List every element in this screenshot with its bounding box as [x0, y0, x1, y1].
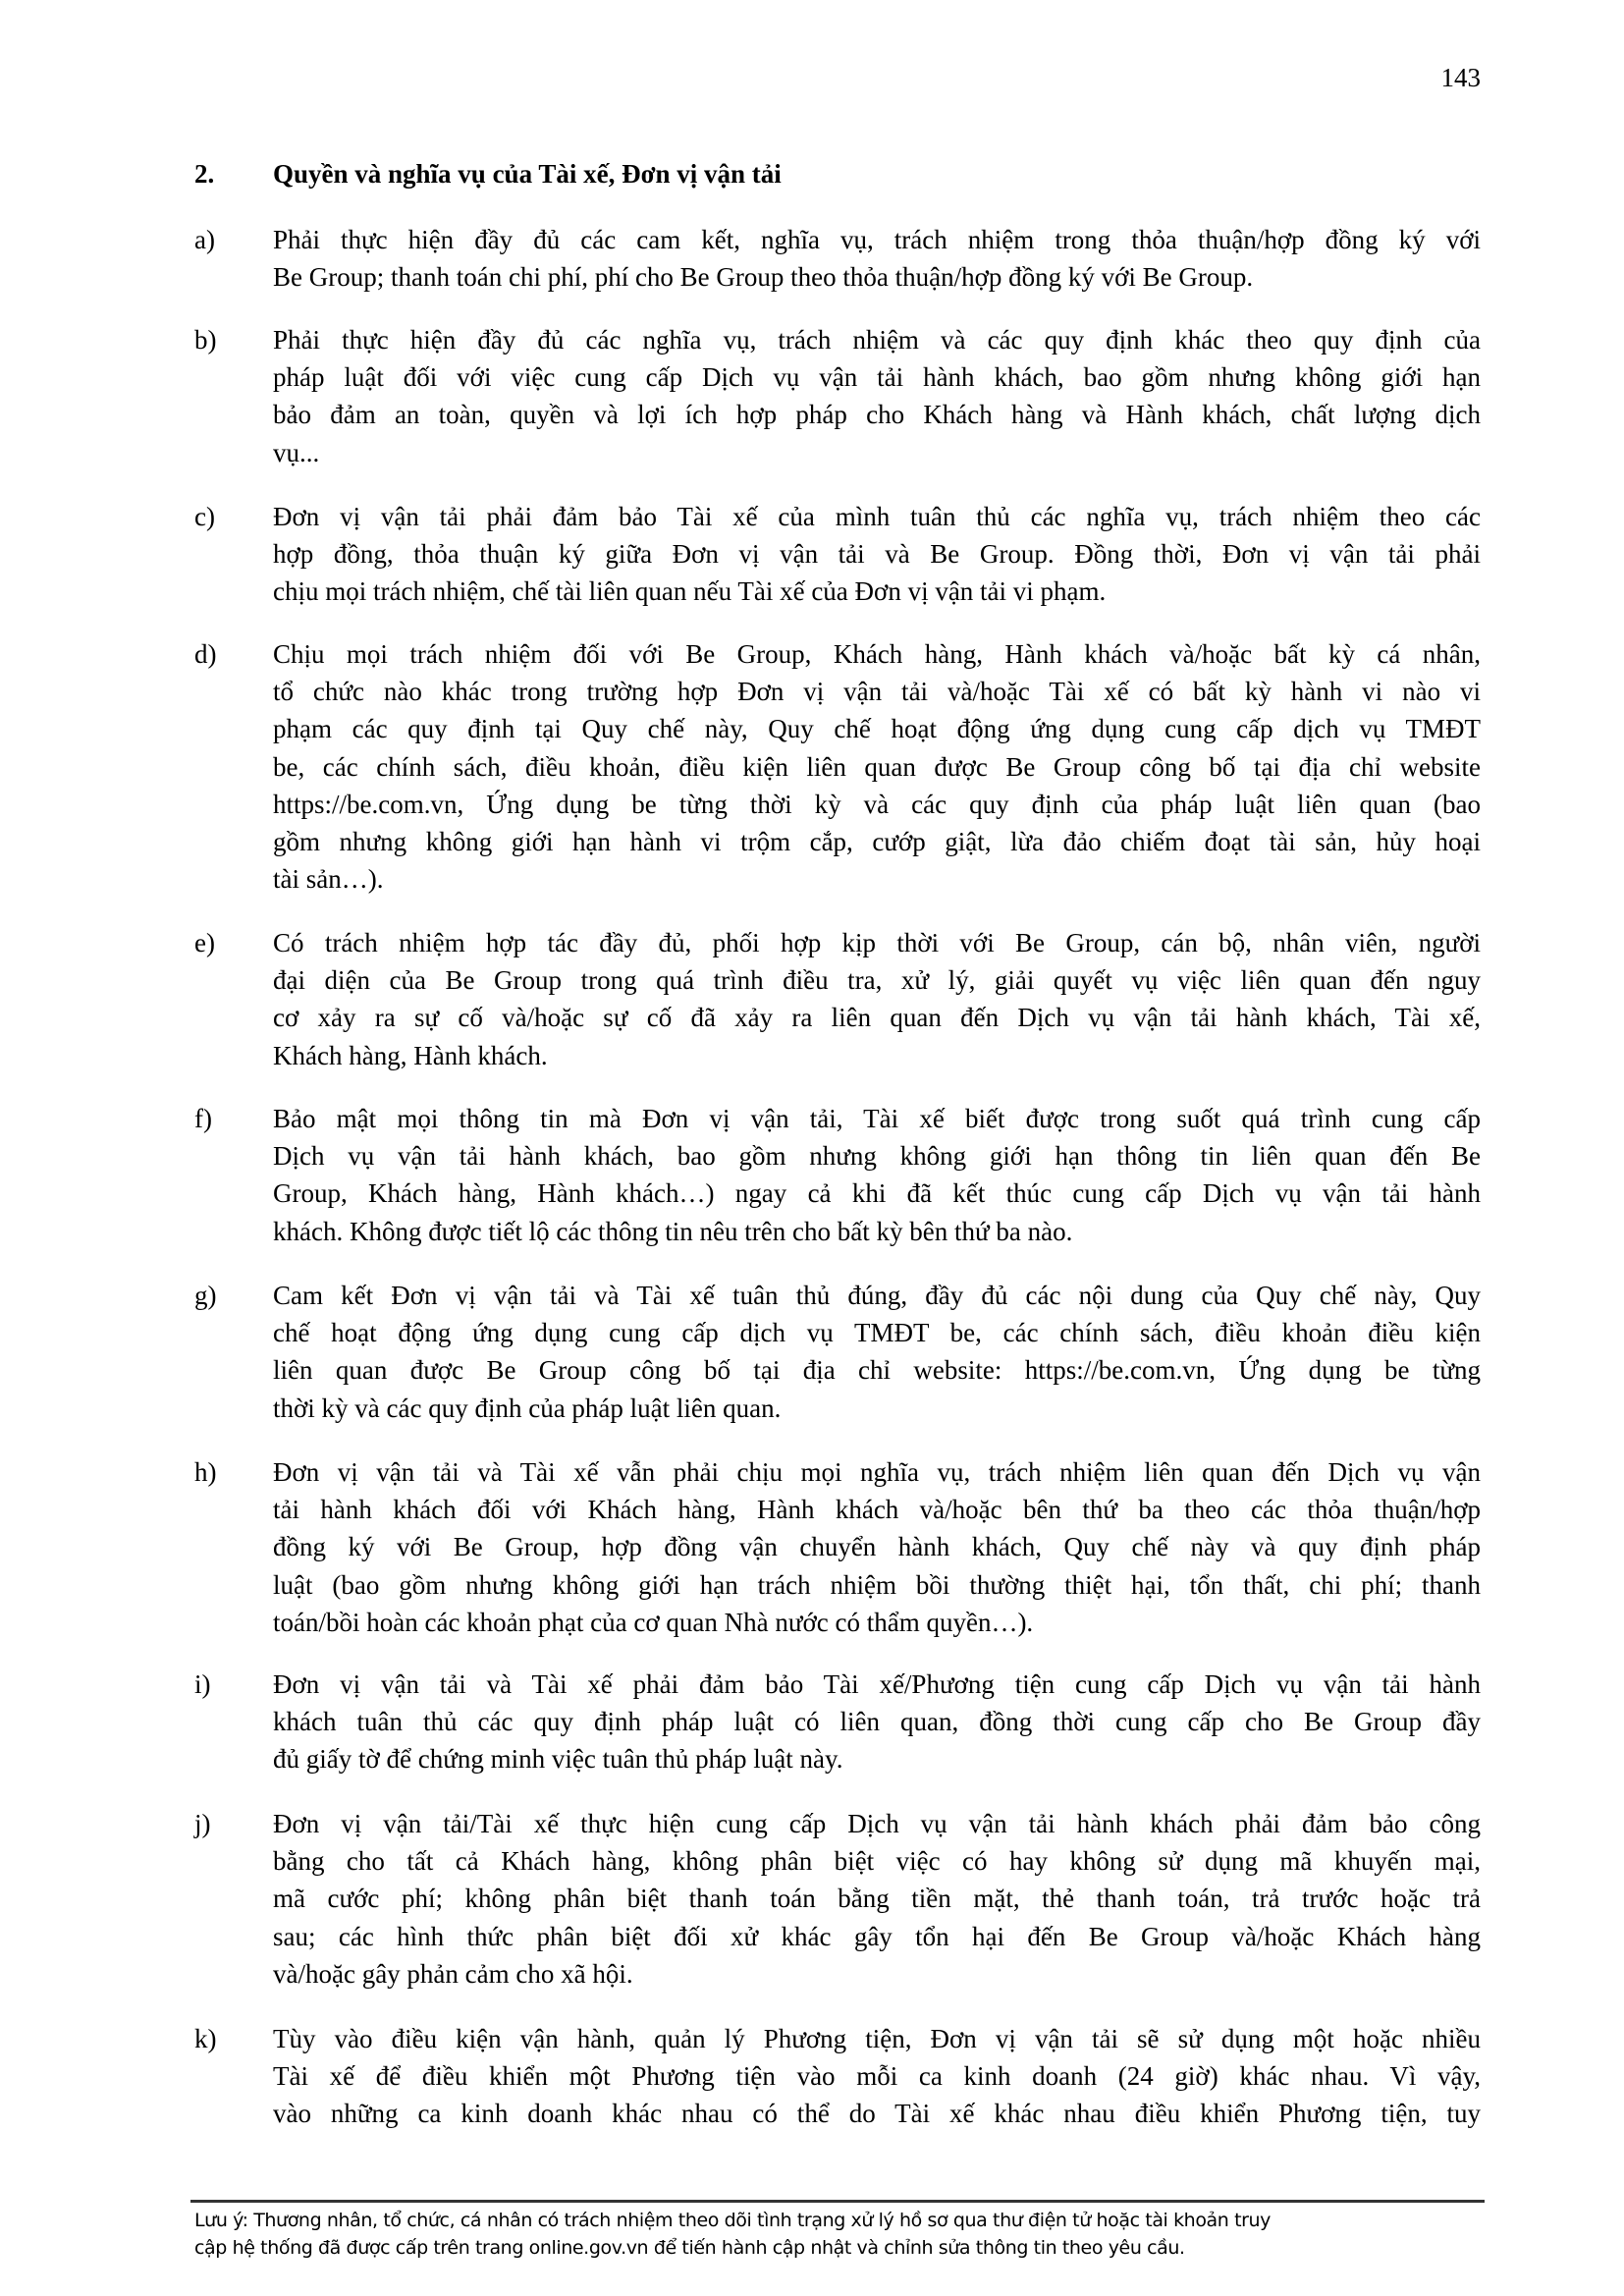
footnote [194, 2207, 1490, 2262]
clause-label: k) [194, 2024, 217, 2053]
text-line: chịu mọi trách nhiệm, chế tài liên quan nếu Tài xế của Đơn vị vận tải vi phạm. [273, 576, 1107, 607]
text-line: Cam kết Đơn vị vận tải và Tài xế tuân thủ đúng, đầy đủ các nội dung của Quy chế này, Quy [273, 1281, 1481, 1310]
text-line: Group, Khách hàng, Hành khách…) ngay cả khi đã kết thúc cung cấp Dịch vụ vận tải hành [273, 1178, 1481, 1209]
text-line: sau; các hình thức phân biệt đối xử khác gây tổn hại đến Be Group và/hoặc Khách hàng [273, 1921, 1481, 1951]
clause-text [273, 635, 1481, 898]
clause-text [273, 1805, 1481, 1993]
clause-label: c) [194, 502, 215, 531]
text-line: Chịu mọi trách nhiệm đối với Be Group, Khách hàng, Hành khách và/hoặc bất kỳ cá nhân, [273, 639, 1481, 669]
clause-label: h) [194, 1457, 217, 1487]
text-line: Khách hàng, Hành khách. [273, 1040, 548, 1070]
text-line: Đơn vị vận tải phải đảm bảo Tài xế của mình tuân thủ các nghĩa vụ, trách nhiệm theo các [273, 502, 1481, 531]
clause-label: e) [194, 928, 215, 957]
text-line: đại diện của Be Group trong quá trình điều tra, xử lý, giải quyết vụ việc liên quan đến nguy [273, 965, 1481, 996]
text-line: thời kỳ và các quy định của pháp luật liên quan. [273, 1393, 782, 1423]
text-line: Bảo mật mọi thông tin mà Đơn vị vận tải, Tài xế biết được trong suốt quá trình cung cấp [273, 1104, 1481, 1133]
text-line: hợp đồng, thỏa thuận ký giữa Đơn vị vận tải và Be Group. Đồng thời, Đơn vị vận tải phải [273, 539, 1481, 570]
text-line: Đơn vị vận tải và Tài xế vẫn phải chịu mọi nghĩa vụ, trách nhiệm liên quan đến Dịch vụ vận [273, 1457, 1481, 1487]
clause-text [273, 924, 1481, 1074]
text-line: tài sản…). [273, 864, 384, 895]
text-line: vụ... [273, 437, 320, 467]
clause-label: f) [194, 1104, 212, 1133]
text-line: tổ chức nào khác trong trường hợp Đơn vị vận tải và/hoặc Tài xế có bất kỳ hành vi nào vi [273, 677, 1481, 707]
text-line: và/hoặc gây phản cảm cho xã hội. [273, 1958, 633, 1989]
clause-text [273, 498, 1481, 611]
clause-text [273, 1100, 1481, 1250]
clause-text [273, 2020, 1481, 2133]
text-line: pháp luật đối với việc cung cấp Dịch vụ vận tải hành khách, bao gồm nhưng không giới hạn [273, 362, 1481, 393]
clause-label: d) [194, 639, 217, 669]
text-line: mã cước phí; không phân biệt thanh toán bằng tiền mặt, thẻ thanh toán, trả trước hoặc trả [273, 1884, 1481, 1914]
clause-label: b) [194, 325, 217, 355]
text-line: cơ xảy ra sự cố và/hoặc sự cố đã xảy ra liên quan đến Dịch vụ vận tải hành khách, Tài xế, [273, 1003, 1481, 1033]
text-line: Đơn vị vận tải/Tài xế thực hiện cung cấp Dịch vụ vận tải hành khách phải đảm bảo công [273, 1809, 1481, 1838]
text-line: Tùy vào điều kiện vận hành, quản lý Phương tiện, Đơn vị vận tải sẽ sử dụng một hoặc nhiều [273, 2024, 1481, 2053]
text-line: toán/bồi hoàn các khoản phạt của cơ quan Nhà nước có thẩm quyền…). [273, 1607, 1034, 1637]
clause-text [273, 221, 1481, 296]
text-line: Dịch vụ vận tải hành khách, bao gồm nhưng không giới hạn thông tin liên quan đến Be [273, 1141, 1481, 1172]
text-line: be, các chính sách, điều khoản, điều kiện liên quan được Be Group công bố tại địa chỉ website [273, 751, 1481, 782]
text-line: luật (bao gồm nhưng không giới hạn trách nhiệm bồi thường thiệt hại, tổn thất, chi phí; thanh [273, 1569, 1481, 1600]
text-line: khách. Không được tiết lộ các thông tin nêu trên cho bất kỳ bên thứ ba nào. [273, 1216, 1073, 1246]
clause-label: i) [194, 1669, 211, 1699]
clause-text [273, 321, 1481, 471]
text-line: bảo đảm an toàn, quyền và lợi ích hợp pháp cho Khách hàng và Hành khách, chất lượng dịch [273, 400, 1481, 430]
text-line: chế hoạt động ứng dụng cung cấp dịch vụ TMĐT be, các chính sách, điều khoản điều kiện [273, 1318, 1481, 1348]
clause-text [273, 1277, 1481, 1427]
text-line: bằng cho tất cả Khách hàng, không phân biệt việc có hay không sử dụng mã khuyến mại, [273, 1846, 1481, 1877]
text-line: phạm các quy định tại Quy chế này, Quy chế hoạt động ứng dụng cung cấp dịch vụ TMĐT [273, 714, 1481, 744]
text-line: Đơn vị vận tải và Tài xế phải đảm bảo Tài xế/Phương tiện cung cấp Dịch vụ vận tải hành [273, 1669, 1481, 1699]
clause-label: a) [194, 225, 215, 254]
page-number: 143 [1440, 63, 1481, 92]
clause-label: j) [194, 1809, 211, 1838]
text-line: Có trách nhiệm hợp tác đầy đủ, phối hợp kịp thời với Be Group, cán bộ, nhân viên, người [273, 928, 1481, 957]
text-line: khách tuân thủ các quy định pháp luật có liên quan, đồng thời cung cấp cho Be Group đầy [273, 1707, 1481, 1737]
footnote-line: Lưu ý: Thương nhân, tổ chức, cá nhân có trách nhiệm theo dõi tình trạng xử lý hồ sơ qua thư điện tử hoặc tài khoản truy [194, 2210, 1272, 2231]
text-line: Tài xế để điều khiển một Phương tiện vào mỗi ca kinh doanh (24 giờ) khác nhau. Vì vậy, [273, 2061, 1481, 2092]
footnote-divider [190, 2200, 1485, 2203]
clause-text [273, 1453, 1481, 1641]
text-line: đủ giấy tờ để chứng minh việc tuân thủ pháp luật này. [273, 1744, 843, 1775]
text-line: https://be.com.vn, Ứng dụng be từng thời kỳ và các quy định của pháp luật liên quan (bao [273, 789, 1481, 819]
text-line: đồng ký với Be Group, hợp đồng vận chuyển hành khách, Quy chế này và quy định pháp [273, 1532, 1481, 1562]
text-line: Phải thực hiện đầy đủ các cam kết, nghĩa vụ, trách nhiệm trong thỏa thuận/hợp đồng ký với [273, 225, 1481, 254]
clause-text [273, 1666, 1481, 1778]
text-line: liên quan được Be Group công bố tại địa chỉ website: https://be.com.vn, Ứng dụng be từng [273, 1355, 1481, 1386]
section-title: Quyền và nghĩa vụ của Tài xế, Đơn vị vận tải [273, 159, 782, 189]
text-line: tải hành khách đối với Khách hàng, Hành khách và/hoặc bên thứ ba theo các thỏa thuận/hợp [273, 1495, 1481, 1525]
text-line: Be Group; thanh toán chi phí, phí cho Be Group theo thỏa thuận/hợp đồng ký với Be Group. [273, 262, 1254, 293]
text-line: Phải thực hiện đầy đủ các nghĩa vụ, trách nhiệm và các quy định khác theo quy định của [273, 325, 1481, 355]
text-line: vào những ca kinh doanh khác nhau có thể do Tài xế khác nhau điều khiển Phương tiện, tuy [273, 2099, 1481, 2129]
section-number: 2. [194, 159, 215, 189]
footnote-line: cập hệ thống đã được cấp trên trang online.gov.vn để tiến hành cập nhật và chỉnh sửa thông tin theo yêu cầu. [194, 2237, 1185, 2259]
text-line: gồm nhưng không giới hạn hành vi trộm cắp, cướp giật, lừa đảo chiếm đoạt tài sản, hủy hoại [273, 827, 1481, 857]
clause-label: g) [194, 1281, 217, 1310]
